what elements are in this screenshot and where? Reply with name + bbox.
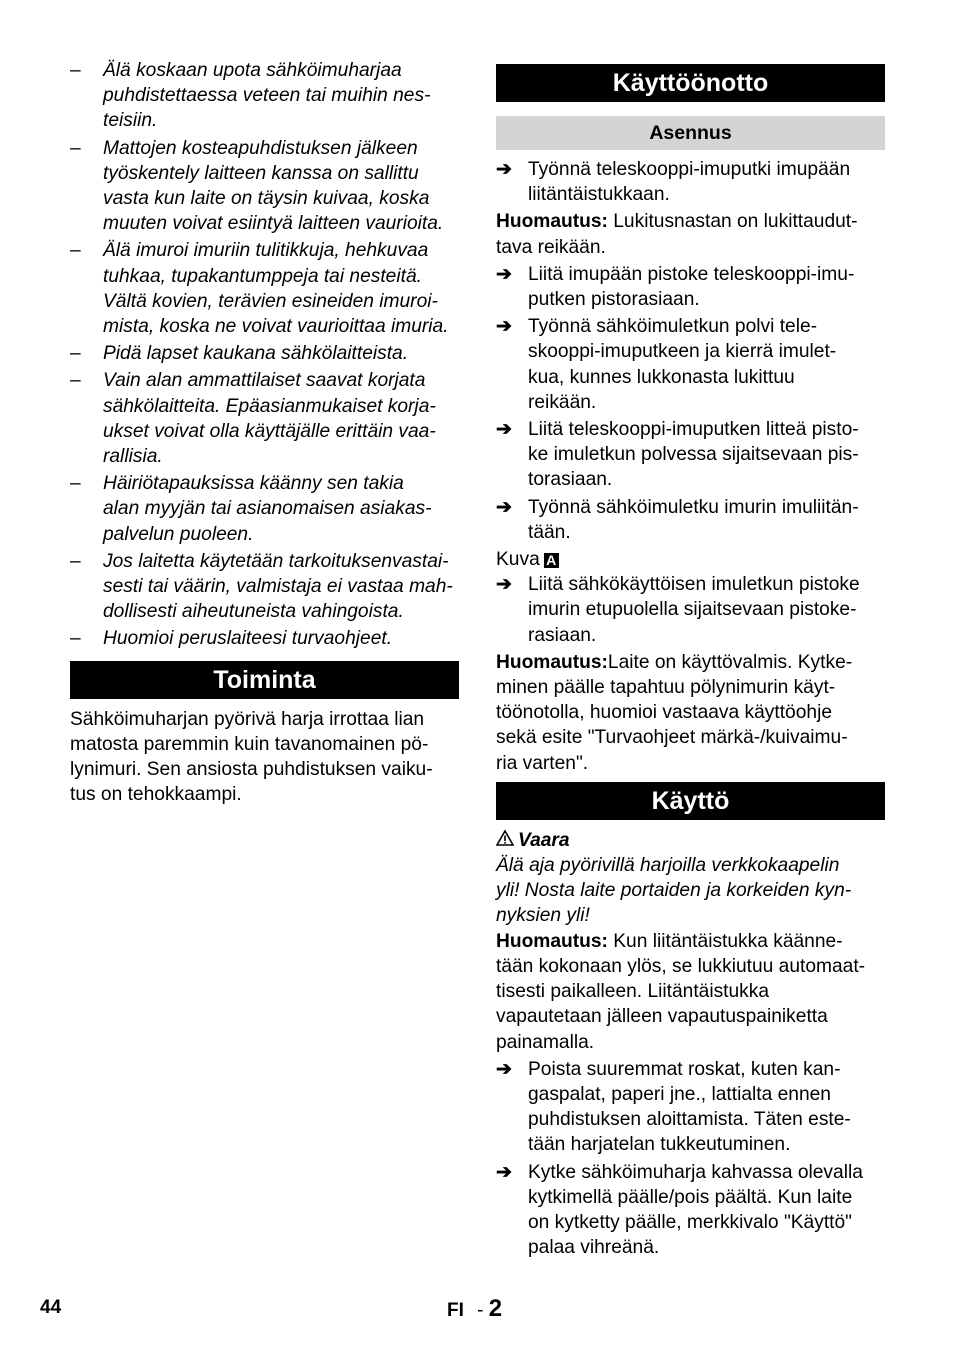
note-text-line (496, 650, 885, 675)
figure-label: Kuva (496, 549, 540, 571)
danger-label (496, 828, 885, 853)
step-text-line: Työnnä teleskooppi-imuputki imupään (528, 159, 851, 180)
step-text-line: Liitä sähkökäyttöisen imuletkun pistoke (528, 574, 860, 596)
arrow-icon: ➔ (496, 159, 512, 180)
step-text-line: Liitä teleskooppi-imuputken litteä pisto- (528, 419, 859, 441)
step-text-line: gaspalat, paperi jne., lattialta ennen (528, 1083, 831, 1105)
bullet-text-line: mista, koska ne voivat vaurioittaa imuria. (103, 316, 449, 338)
arrow-icon: ➔ (496, 419, 512, 441)
dash-marker: – (70, 473, 81, 495)
bullet-item (70, 238, 459, 339)
step-text-line: puhdistuksen aloittamista. Täten este- (528, 1109, 851, 1131)
bullet-text-line: teisiin. (103, 110, 158, 132)
arrow-icon: ➔ (496, 263, 512, 285)
section-heading-kaytto: Käyttö (496, 782, 885, 820)
bullet-text-line: muuten voivat esiintyä laitteen vaurioita. (103, 213, 444, 235)
note-3 (496, 929, 885, 1055)
note-text: tava reikään. (496, 236, 606, 258)
bullet-text (103, 238, 459, 339)
step-text-line: tään harjatelan tukkeutuminen. (528, 1134, 791, 1156)
note-label: Huomautus: (496, 930, 608, 952)
step-text-line: Kytke sähköimuharja kahvassa olevalla (528, 1161, 863, 1183)
arrow-icon: ➔ (496, 496, 512, 518)
paragraph-line: tus on tehokkaampi. (70, 784, 242, 806)
step-text-line: Työnnä sähköimuletku imurin imuliitän- (528, 496, 859, 518)
bullet-text (103, 368, 459, 469)
dash-marker: – (70, 550, 81, 572)
bullet-item (70, 58, 459, 134)
dash-marker: – (70, 370, 81, 392)
paragraph-line: lynimuri. Sen ansiosta puhdistuksen vaiku- (70, 759, 433, 781)
step-text-line: putken pistorasiaan. (528, 289, 700, 311)
step-text-line: torasiaan. (528, 469, 613, 491)
note-text-line (496, 675, 885, 700)
note-text-line (496, 209, 885, 234)
bullet-text-line: Vältä kovien, terävien esineiden imuroi- (103, 290, 438, 312)
note-text-line (496, 979, 885, 1004)
bullet-text-line: Vain alan ammattilaiset saavat korjata (103, 370, 426, 392)
bullet-item (70, 626, 459, 651)
step-text-line: rasiaan. (528, 624, 597, 646)
section-heading-toiminta: Toiminta (70, 661, 459, 699)
bullet-text-line: Pidä lapset kaukana sähkölaitteista. (103, 343, 409, 365)
note-label: Huomautus: (496, 211, 608, 233)
bullet-text-line: puhdistettaessa veteen tai muihin nes- (103, 85, 431, 107)
step-text-line: Liitä imupään pistoke teleskooppi-imu- (528, 263, 855, 285)
note-text: töönotolla, huomioi vastaava käyttöohje (496, 702, 832, 724)
bullet-text-line: sähkölaitteita. Epäasianmukaiset korja- (103, 395, 436, 417)
bullet-text-line: Älä koskaan upota sähköimuharjaa (103, 60, 402, 81)
right-column (496, 64, 885, 1262)
dash-marker: – (70, 60, 81, 81)
toiminta-paragraph (70, 707, 459, 808)
dash-marker: – (70, 628, 81, 650)
note-text: minen päälle tapahtuu pölynimurin käyt- (496, 677, 836, 699)
subsection-heading-asennus: Asennus (496, 116, 885, 150)
note-text-line (496, 1004, 885, 1029)
note-text-line (496, 725, 885, 750)
arrow-icon: ➔ (496, 1161, 512, 1183)
note-text: Laite on käyttövalmis. Kytke- (607, 651, 853, 673)
bullet-text-line: Jos laitetta käytetään tarkoituksenvastai- (103, 550, 449, 572)
page-number: 44 (40, 1297, 62, 1318)
left-column (70, 58, 459, 807)
step-8 (496, 1160, 885, 1261)
note-text: painamalla. (496, 1031, 595, 1053)
safety-bullet-list (70, 58, 459, 652)
bullet-item (70, 136, 459, 237)
step-2 (496, 262, 885, 312)
bullet-item (70, 368, 459, 469)
step-6 (496, 572, 885, 648)
bullet-text (103, 58, 459, 134)
note-text: vapautetaan jälleen vapautuspainiketta (496, 1006, 828, 1028)
step-text-line: kytkimellä päälle/pois päältä. Kun laite (528, 1186, 853, 1208)
step-1 (496, 157, 885, 207)
step-text-line: kua, kunnes lukkonasta lukittuu (528, 366, 795, 388)
step-text-line: Työnnä sähköimuletkun polvi tele- (528, 316, 818, 338)
bullet-text-line: palvelun puoleen. (103, 523, 254, 545)
bullet-text (103, 626, 459, 651)
bullet-text-line: työskentely laitteen kanssa on sallittu (103, 162, 419, 184)
note-text-line (496, 700, 885, 725)
arrow-icon: ➔ (496, 1058, 512, 1080)
bullet-item (70, 471, 459, 547)
note-text: sekä esite "Turvaohjeet märkä-/kuivaimu- (496, 727, 848, 749)
step-text-line: skooppi-imuputkeen ja kierrä imulet- (528, 341, 837, 363)
danger-text-line: Älä aja pyörivillä harjoilla verkkokaapelin (496, 855, 840, 877)
note-text: ria varten". (496, 752, 589, 774)
danger-text (496, 853, 885, 929)
figure-reference (496, 547, 885, 572)
dash-marker: – (70, 240, 81, 262)
bullet-text-line: sesti tai väärin, valmistaja ei vastaa mah- (103, 576, 453, 598)
figure-letter-badge: A (544, 553, 559, 568)
danger-text-line: nyksien yli! (496, 905, 590, 927)
bullet-text-line: tuhkaa, tupakantumppeja tai nesteitä. (103, 265, 422, 287)
dash-marker: – (70, 137, 81, 159)
step-text-line: palaa vihreänä. (528, 1237, 660, 1259)
bullet-text-line: Huomioi peruslaiteesi turvaohjeet. (103, 628, 393, 650)
bullet-text-line: rallisia. (103, 446, 163, 468)
step-text-line: liitäntäistukkaan. (528, 184, 670, 206)
bullet-text (103, 549, 459, 625)
language-page-marker (447, 1295, 502, 1323)
arrow-icon: ➔ (496, 574, 512, 596)
bullet-text-line: alan myyjän tai asianomaisen asiakas- (103, 498, 432, 520)
danger-text-line: yli! Nosta laite portaiden ja korkeiden kyn- (496, 880, 852, 902)
paragraph-line: matosta paremmin kuin tavanomainen pö- (70, 733, 429, 755)
paragraph-line: Sähköimuharjan pyörivä harja irrottaa lian (70, 708, 425, 730)
arrow-icon: ➔ (496, 316, 512, 338)
danger-title: Vaara (518, 829, 570, 851)
bullet-text-line: vasta kun laite on täysin kuivaa, koska (103, 188, 430, 210)
note-text-line (496, 235, 885, 260)
bullet-text-line: ukset voivat olla käyttäjälle erittäin vaa- (103, 420, 436, 442)
dash-marker: – (70, 343, 81, 365)
bullet-item (70, 549, 459, 625)
bullet-text (103, 341, 459, 366)
bullet-text (103, 471, 459, 547)
note-text: Kun liitäntäistukka käänne- (607, 930, 843, 952)
note-1 (496, 209, 885, 259)
step-5 (496, 495, 885, 545)
note-text-line (496, 929, 885, 954)
step-text-line: ke imuletkun polvessa sijaitsevaan pis- (528, 444, 859, 466)
note-label: Huomautus: (496, 651, 608, 673)
language-page-number: 2 (488, 1295, 503, 1322)
note-text-line (496, 751, 885, 776)
bullet-text-line: dollisesti aiheutuneista vahingoista. (103, 601, 404, 623)
note-text-line (496, 1030, 885, 1055)
step-3 (496, 314, 885, 415)
step-text-line: Poista suuremmat roskat, kuten kan- (528, 1058, 841, 1080)
step-text-line: reikään. (528, 391, 597, 413)
step-7 (496, 1057, 885, 1158)
note-text-line (496, 954, 885, 979)
note-text: Lukitusnastan on lukittaudut- (607, 211, 858, 233)
language-code: FI (447, 1300, 464, 1321)
step-4 (496, 417, 885, 493)
note-text: tään kokonaan ylös, se lukkiutuu automaat- (496, 955, 866, 977)
bullet-text-line: Mattojen kosteapuhdistuksen jälkeen (103, 137, 418, 159)
separator: - (477, 1300, 484, 1321)
step-text-line: tään. (528, 521, 571, 543)
step-text-line: on kytketty päälle, merkkivalo "Käyttö" (528, 1211, 852, 1233)
bullet-text-line: Älä imuroi imuriin tulitikkuja, hehkuvaa (103, 240, 429, 262)
bullet-item (70, 341, 459, 366)
note-text: tisesti paikalleen. Liitäntäistukka (496, 981, 770, 1003)
section-heading-kayttoonotto: Käyttöönotto (496, 64, 885, 102)
warning-triangle-icon (496, 828, 518, 853)
step-text-line: imurin etupuolella sijaitsevaan pistoke- (528, 599, 857, 621)
bullet-text-line: Häiriötapauksissa käänny sen takia (103, 473, 404, 495)
note-2 (496, 650, 885, 776)
bullet-text (103, 136, 459, 237)
